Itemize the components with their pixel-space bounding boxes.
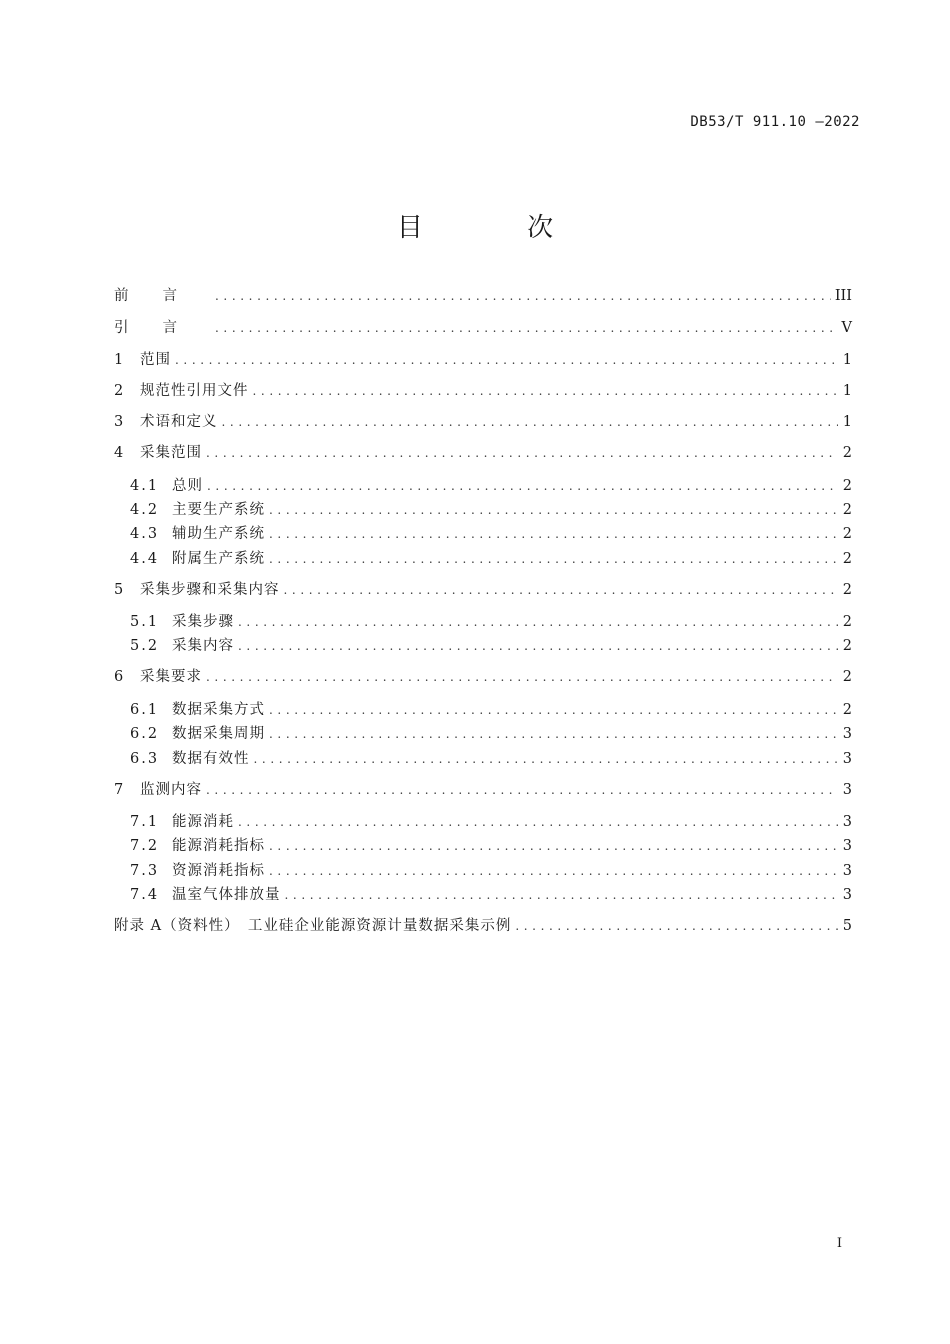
- toc-entry-number: 4.4: [130, 551, 160, 567]
- toc-entry-label: 采集要求: [140, 669, 202, 685]
- toc-entry-label: 能源消耗: [172, 814, 234, 830]
- toc-entry-label: 能源消耗指标: [172, 838, 265, 854]
- toc-dot-leader: [253, 384, 839, 398]
- toc-entry-page: 3: [842, 887, 852, 903]
- toc-entry[interactable]: [114, 410, 852, 431]
- toc-dot-leader: [207, 479, 838, 493]
- toc-dot-leader: [269, 727, 838, 741]
- toc-entry-page: 2: [842, 502, 852, 518]
- toc-entry-number: 5.2: [130, 638, 160, 654]
- toc-entry[interactable]: [130, 498, 852, 519]
- toc-entry-number: 7.2: [130, 838, 160, 854]
- toc-entry-label: 术语和定义: [140, 414, 218, 430]
- toc-entry-label: 引言: [114, 320, 211, 336]
- toc-entry-number: 6: [114, 669, 124, 685]
- toc-entry-label: 辅助生产系统: [172, 526, 265, 542]
- toc-entry-number: 6.1: [130, 702, 160, 718]
- toc-entry-number: 7.1: [130, 814, 160, 830]
- toc-dot-leader: [254, 752, 839, 766]
- toc-entry-page: 2: [842, 702, 852, 718]
- toc-entry-label: 温室气体排放量: [172, 887, 281, 903]
- toc-title: 目 次: [396, 213, 602, 243]
- toc-entry-number: 4.1: [130, 478, 160, 494]
- toc-entry-number: 4.2: [130, 502, 160, 518]
- toc-entry[interactable]: [114, 778, 852, 799]
- toc-dot-leader: [238, 615, 838, 629]
- toc-dot-leader: [515, 919, 838, 933]
- toc-entry-number: 7.3: [130, 863, 160, 879]
- toc-entry[interactable]: [130, 883, 852, 904]
- toc-entry[interactable]: [130, 747, 852, 768]
- toc-entry-label: 前言: [114, 288, 211, 304]
- toc-entry-label: 数据采集周期: [172, 726, 265, 742]
- toc-entry-number: 3: [114, 414, 124, 430]
- toc-entry[interactable]: [130, 834, 852, 855]
- toc-entry-page: 2: [842, 582, 852, 598]
- toc-entry[interactable]: [130, 474, 852, 495]
- toc-entry[interactable]: [114, 665, 852, 686]
- toc-entry-number: 5.1: [130, 614, 160, 630]
- toc-entry-number: 5: [114, 582, 124, 598]
- toc-entry-page: 2: [842, 638, 852, 654]
- toc-entry-page: 2: [842, 526, 852, 542]
- toc-dot-leader: [206, 446, 838, 460]
- toc-dot-leader: [269, 703, 838, 717]
- toc-entry[interactable]: [114, 578, 852, 599]
- toc-dot-leader: [269, 503, 838, 517]
- toc-entry-page: 3: [842, 726, 852, 742]
- page-number: I: [836, 1236, 842, 1251]
- toc-entry-label: 采集步骤和采集内容: [140, 582, 280, 598]
- toc-entry-page: 2: [842, 614, 852, 630]
- document-code: DB53/T 911.10 —2022: [690, 114, 860, 130]
- toc-entry[interactable]: [114, 316, 852, 337]
- toc-dot-leader: [206, 783, 838, 797]
- toc-entry-page: 5: [842, 918, 852, 934]
- toc-dot-leader: [269, 864, 838, 878]
- toc-entry-page: V: [841, 320, 852, 336]
- toc-entry-page: III: [834, 288, 852, 304]
- toc-entry[interactable]: [130, 859, 852, 880]
- toc-entry[interactable]: [130, 698, 852, 719]
- toc-dot-leader: [206, 670, 838, 684]
- toc-entry[interactable]: [114, 379, 852, 400]
- toc-entry-number: 1: [114, 352, 124, 368]
- toc-entry-label: 附录 A（资料性） 工业硅企业能源资源计量数据采集示例: [114, 918, 512, 934]
- toc-entry[interactable]: [130, 810, 852, 831]
- toc-entry[interactable]: [114, 348, 852, 369]
- toc-dot-leader: [269, 527, 838, 541]
- toc-entry-page: 3: [842, 751, 852, 767]
- toc-dot-leader: [215, 321, 838, 335]
- toc-entry-page: 3: [842, 814, 852, 830]
- toc-entry[interactable]: [114, 284, 852, 305]
- toc-entry-label: 采集内容: [172, 638, 234, 654]
- toc-entry-number: 7.4: [130, 887, 160, 903]
- toc-entry-label: 总则: [172, 478, 203, 494]
- toc-entry-label: 主要生产系统: [172, 502, 265, 518]
- toc-entry-label: 采集步骤: [172, 614, 234, 630]
- toc-entry[interactable]: [114, 441, 852, 462]
- toc-entry[interactable]: [130, 547, 852, 568]
- toc-entry-number: 4.3: [130, 526, 160, 542]
- toc-entry-label: 规范性引用文件: [140, 383, 249, 399]
- toc-entry-page: 3: [842, 838, 852, 854]
- toc-entry-label: 数据采集方式: [172, 702, 265, 718]
- toc-entry[interactable]: [130, 610, 852, 631]
- toc-dot-leader: [215, 289, 831, 303]
- toc-entry-label: 范围: [140, 352, 171, 368]
- toc-dot-leader: [285, 888, 839, 902]
- toc-entry[interactable]: [114, 914, 852, 935]
- toc-entry-page: 2: [842, 445, 852, 461]
- toc-entry-label: 资源消耗指标: [172, 863, 265, 879]
- toc-entry-page: 2: [842, 478, 852, 494]
- toc-entry-label: 监测内容: [140, 782, 202, 798]
- toc-entry[interactable]: [130, 522, 852, 543]
- toc-dot-leader: [175, 353, 838, 367]
- toc-entry-label: 附属生产系统: [172, 551, 265, 567]
- toc-entry-number: 6.3: [130, 751, 160, 767]
- toc-dot-leader: [222, 415, 839, 429]
- toc-dot-leader: [238, 815, 838, 829]
- toc-entry[interactable]: [130, 634, 852, 655]
- toc-entry-page: 2: [842, 669, 852, 685]
- toc-entry-page: 3: [842, 863, 852, 879]
- toc-entry-number: 6.2: [130, 726, 160, 742]
- toc-dot-leader: [238, 639, 838, 653]
- toc-entry-number: 7: [114, 782, 124, 798]
- toc-entry-label: 数据有效性: [172, 751, 250, 767]
- toc-dot-leader: [269, 552, 838, 566]
- toc-entry-page: 2: [842, 551, 852, 567]
- toc-entry-page: 1: [842, 352, 852, 368]
- toc-entry-page: 1: [842, 383, 852, 399]
- toc-dot-leader: [284, 583, 839, 597]
- toc-entry-page: 3: [842, 782, 852, 798]
- toc-entry-label: 采集范围: [140, 445, 202, 461]
- toc-entry-number: 4: [114, 445, 124, 461]
- toc-entry-page: 1: [842, 414, 852, 430]
- toc-dot-leader: [269, 839, 838, 853]
- toc-entry[interactable]: [130, 722, 852, 743]
- toc-entry-number: 2: [114, 383, 124, 399]
